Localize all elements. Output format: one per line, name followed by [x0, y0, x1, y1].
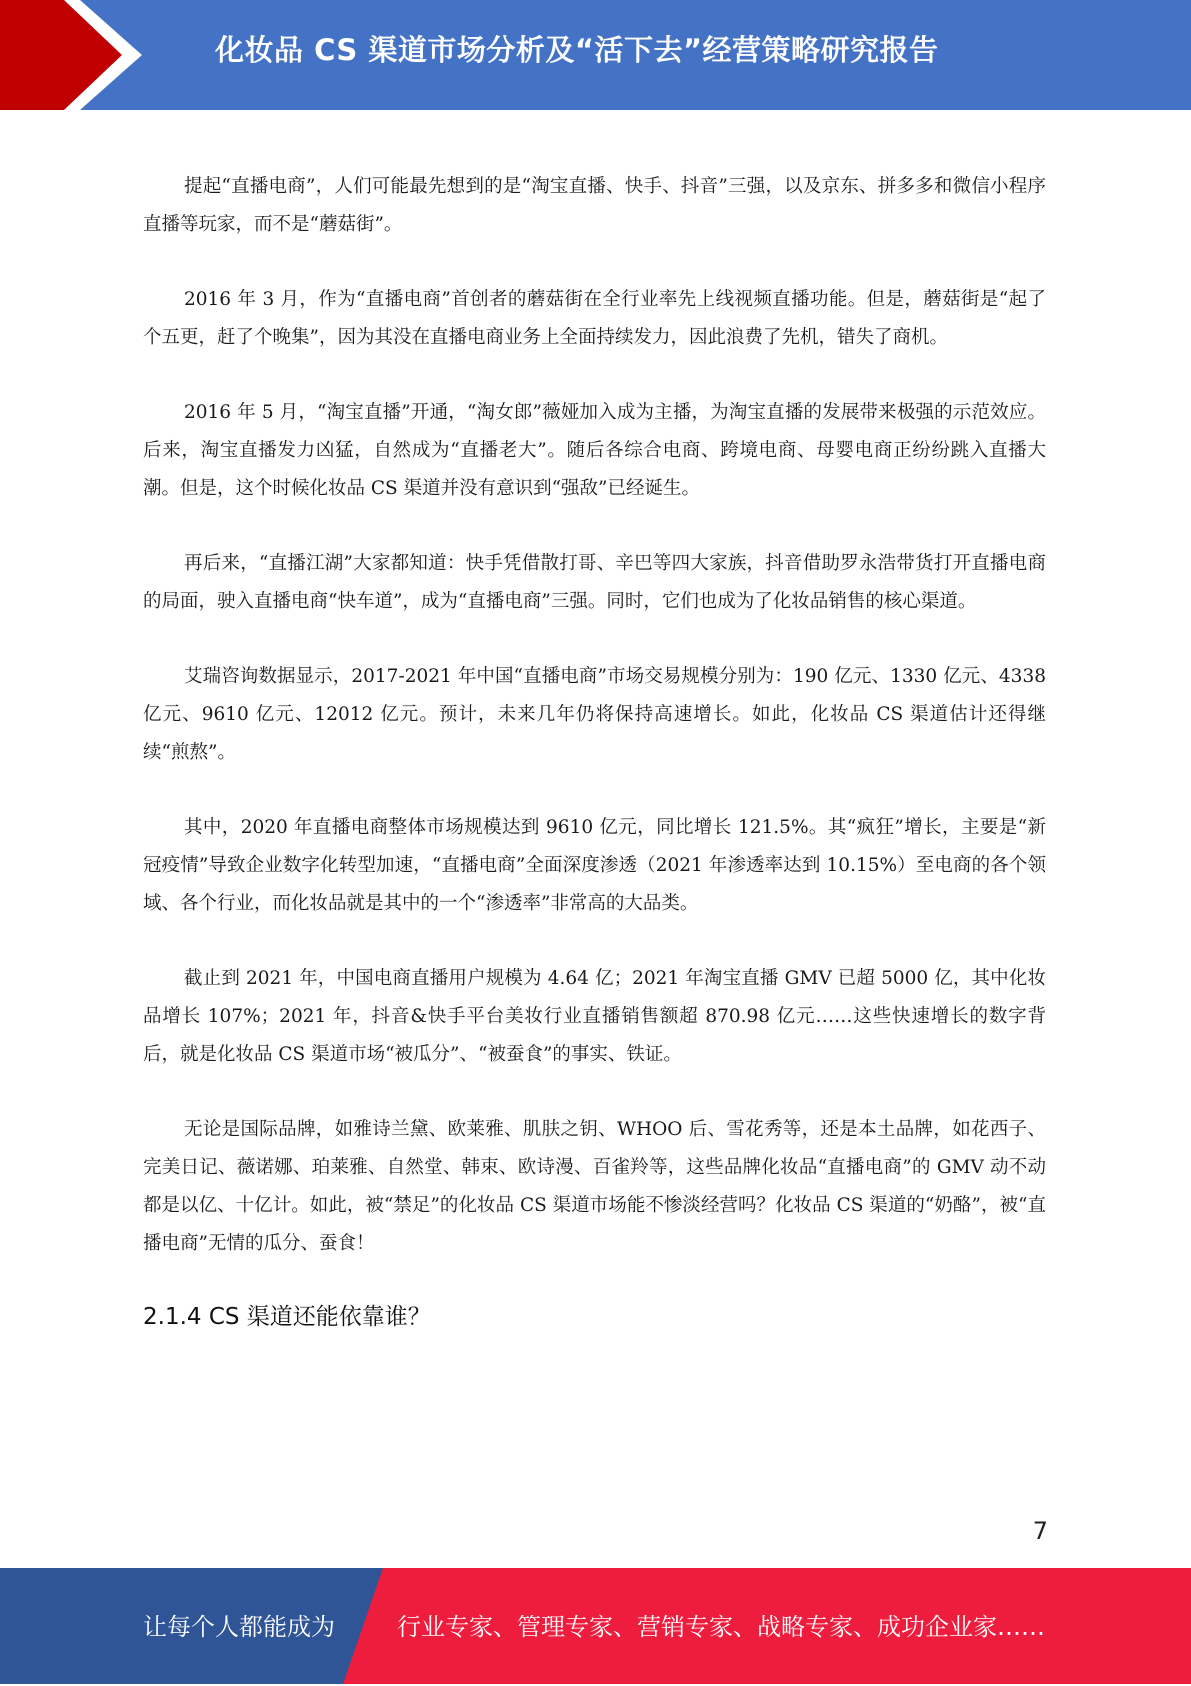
paragraph-5: 艾瑞咨询数据显示，2017-2021 年中国“直播电商”市场交易规模分别为：190 亿元、1330 亿元、4338 亿元、9610 亿元、12012 亿元。预计，未来几年仍将保持高速增长。如此，化妆品 CS 渠道估计还得继续“煎熬”。 — [143, 666, 1046, 763]
section-heading: 2.1.4 CS 渠道还能依靠谁？ — [143, 1304, 431, 1330]
header-arrow-graphic — [0, 0, 200, 110]
page-header — [0, 0, 1191, 110]
report-title: 化妆品 CS 渠道市场分析及“活下去”经营策略研究报告 — [215, 33, 939, 67]
paragraph-1: 提起“直播电商”，人们可能最先想到的是“淘宝直播、快手、抖音”三强，以及京东、拼多多和微信小程序直播等玩家，而不是“蘑菇街”。 — [143, 176, 1046, 235]
document-body — [143, 168, 1046, 1334]
paragraph-2: 2016 年 3 月，作为“直播电商”首创者的蘑菇街在全行业率先上线视频直播功能。但是，蘑菇街是“起了个五更，赶了个晚集”，因为其没在直播电商业务上全面持续发力，因此浪费了先机，错失了商机。 — [143, 289, 1046, 348]
paragraph-3: 2016 年 5 月，“淘宝直播”开通，“淘女郎”薇娅加入成为主播，为淘宝直播的发展带来极强的示范效应。后来，淘宝直播发力凶猛，自然成为“直播老大”。随后各综合电商、跨境电商、母婴电商正纷纷跳入直播大潮。但是，这个时候化妆品 CS 渠道并没有意识到“强敌”已经诞生。 — [143, 402, 1046, 499]
footer-slogan-left: 让每个人都能成为 — [143, 1613, 335, 1641]
paragraph-4: 再后来，“直播江湖”大家都知道：快手凭借散打哥、辛巴等四大家族，抖音借助罗永浩带货打开直播电商的局面，驶入直播电商“快车道”，成为“直播电商”三强。同时，它们也成为了化妆品销售的核心渠道。 — [143, 553, 1046, 612]
page-number: 7 — [1032, 1517, 1048, 1545]
paragraph-8: 无论是国际品牌，如雅诗兰黛、欧莱雅、肌肤之钥、WHOO 后、雪花秀等，还是本土品牌，如花西子、完美日记、薇诺娜、珀莱雅、自然堂、韩束、欧诗漫、百雀羚等，这些品牌化妆品“直播电商”的 GMV 动不动都是以亿、十亿计。如此，被“禁足”的化妆品 CS 渠道市场能不惨淡经营吗？化妆品 CS 渠道的“奶酪”，被“直播电商”无情的瓜分、蚕食！ — [143, 1119, 1046, 1254]
paragraph-7: 截止到 2021 年，中国电商直播用户规模为 4.64 亿；2021 年淘宝直播 GMV 已超 5000 亿，其中化妆品增长 107%；2021 年，抖音&快手平台美妆行业直播销售额超 870.98 亿元……这些快速增长的数字背后，就是化妆品 CS 渠道市场“被瓜分”、“被蚕食”的事实、铁证。 — [143, 968, 1046, 1065]
footer-slogan-right: 行业专家、管理专家、营销专家、战略专家、成功企业家…… — [397, 1613, 1045, 1641]
paragraph-6: 其中，2020 年直播电商整体市场规模达到 9610 亿元，同比增长 121.5%。其“疯狂”增长，主要是“新冠疫情”导致企业数字化转型加速，“直播电商”全面深度渗透（2021 年渗透率达到 10.15%）至电商的各个领域、各个行业，而化妆品就是其中的一个“渗透率”非常高的大品类。 — [143, 817, 1046, 914]
page-footer — [0, 1568, 1191, 1684]
